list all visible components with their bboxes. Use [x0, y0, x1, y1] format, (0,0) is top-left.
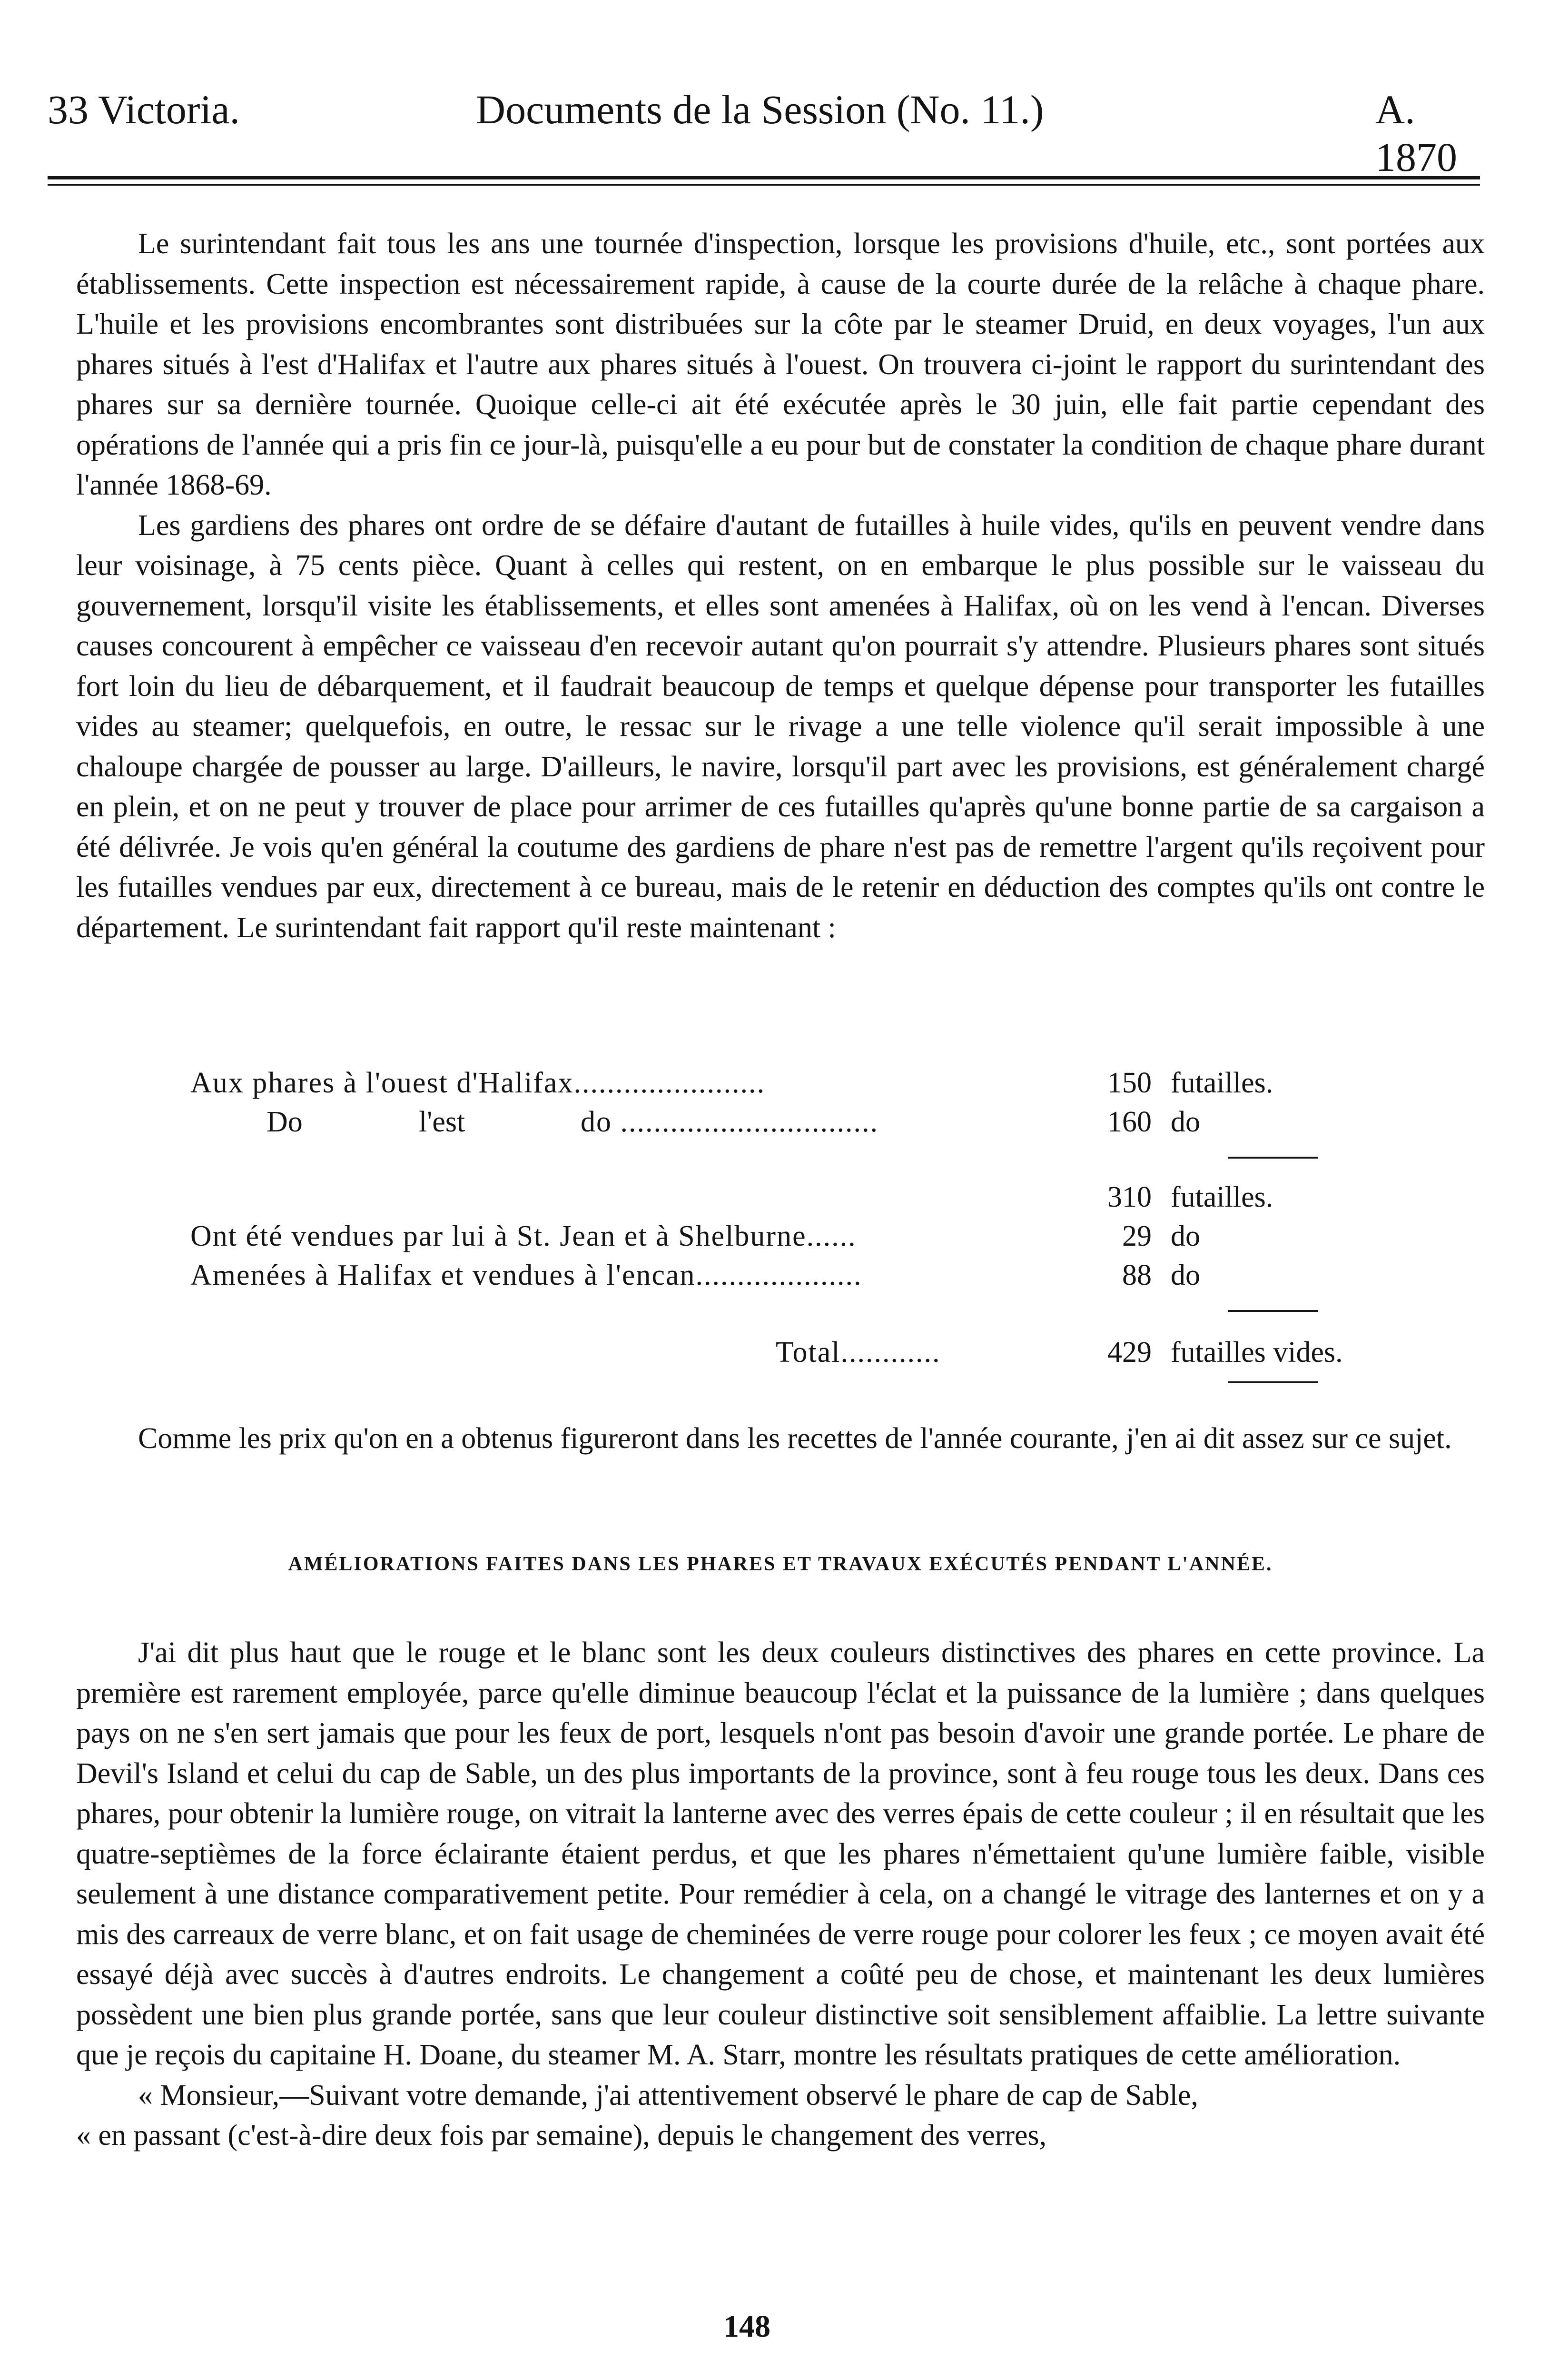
table-row [190, 1220, 1428, 1258]
letter-line-1: « Monsieur,—Suivant votre demande, j'ai attentivement observé le phare de cap de Sable, [138, 2079, 1198, 2112]
total-rule [1228, 1310, 1318, 1312]
row-unit: do [1171, 1106, 1200, 1138]
body-text-middle [76, 1418, 1485, 1459]
row-value: 160 [1107, 1106, 1152, 1138]
section-heading: AMÉLIORATIONS FAITES DANS LES PHARES ET TRAVAUX EXÉCUTÉS PENDANT L'ANNÉE. [288, 1553, 1273, 1575]
paragraph-ameliorations: J'ai dit plus haut que le rouge et le blanc sont les deux couleurs distinctives des phares en cette province. La première est rarement employée, parce qu'elle diminue beaucoup l'éclat et la puissance de la lumière ; dans quelques pays on ne s'en sert jamais que pour les feux de port, lesquels n'ont pas besoin d'avoir une grande portée. Le phare de Devil's Island et celui du cap de Sable, un des plus importants de la province, sont à feu rouge tous les deux. Dans ces phares, pour obtenir la lumière rouge, on vitrait la lanterne avec des verres épais de cette couleur ; il en résultait que les quatre-septièmes de la force éclairante étaient perdus, et que les phares n'émettaient qu'une lumière faible, visible seulement à une distance comparativement petite. Pour remédier à cela, on a changé le vitrage des lanternes et on y a mis des carreaux de verre blanc, et on fait usage de cheminées de verre rouge pour colorer les feux ; ce moyen avait été essayé déjà avec succès à d'autres endroits. Le changement a coûté peu de chose, et maintenant les deux lumières possèdent une bien plus grande portée, sans que leur couleur distinctive soit sensiblement affaiblie. La lettre suivante que je reçois du capitaine H. Doane, du steamer M. A. Starr, montre les résultats pratiques de cette amélioration. [76, 1636, 1485, 2071]
body-text-top [76, 224, 1485, 948]
row-label: Amenées à Halifax et vendues à l'encan.................... [190, 1259, 862, 1291]
letter-line-2: « en passant (c'est-à-dire deux fois par semaine), depuis le changement des verres, [76, 2119, 1047, 2152]
row-value: 88 [1122, 1259, 1152, 1291]
row-label: Total............ [776, 1336, 941, 1368]
running-header [48, 86, 1499, 180]
row-label: Do [266, 1106, 303, 1138]
final-rule [1228, 1381, 1318, 1383]
page-number: 148 [723, 2309, 770, 2344]
row-label-ditto: do ............................... [581, 1106, 878, 1138]
row-value: 429 [1107, 1336, 1152, 1368]
body-text-bottom [76, 1633, 1485, 2156]
row-value: 150 [1107, 1067, 1152, 1099]
row-unit: futailles vides. [1171, 1336, 1343, 1368]
paragraph-prix: Comme les prix qu'on en a obtenus figureront dans les recettes de l'année courante, j'en ai dit assez sur ce sujet. [138, 1422, 1452, 1455]
table-row [190, 1180, 1428, 1219]
table-row [190, 1066, 1428, 1104]
header-year: A. 1870 [1375, 87, 1457, 180]
header-session: 33 Victoria. [48, 87, 240, 132]
header-rule-thin [48, 184, 1480, 186]
row-label-mid: l'est [419, 1106, 465, 1138]
row-unit: do [1171, 1220, 1200, 1252]
row-unit: futailles. [1171, 1181, 1273, 1213]
header-title: Documents de la Session (No. 11.) [476, 87, 1044, 132]
row-label: Aux phares à l'ouest d'Halifax....................... [190, 1067, 765, 1099]
table-row [190, 1259, 1428, 1297]
paragraph-inspection: Le surintendant fait tous les ans une tournée d'inspection, lorsque les provisions d'huile, etc., sont portées aux établissements. Cette inspection est nécessairement rapide, à cause de la courte durée de la relâche à chaque phare. L'huile et les provisions encombrantes sont distribuées sur la côte par le steamer Druid, en deux voyages, l'un aux phares situés à l'est d'Halifax et l'autre aux phares situés à l'ouest. On trouvera ci-joint le rapport du surintendant des phares sur sa dernière tournée. Quoique celle-ci ait été exécutée après le 30 juin, elle fait partie cependant des opérations de l'année qui a pris fin ce jour-là, puisqu'elle a eu pour but de constater la condition de chaque phare durant l'année 1868-69. [76, 228, 1485, 501]
row-unit: do [1171, 1259, 1200, 1291]
table-row [190, 1336, 1428, 1374]
table-row [190, 1105, 1428, 1143]
header-rule-thick [48, 176, 1480, 179]
subtotal-rule [1228, 1157, 1318, 1159]
row-unit: futailles. [1171, 1067, 1273, 1099]
row-value: 310 [1107, 1181, 1152, 1213]
row-value: 29 [1122, 1220, 1152, 1252]
paragraph-futailles: Les gardiens des phares ont ordre de se défaire d'autant de futailles à huile vides, qu'ils en peuvent vendre dans leur voisinage, à 75 cents pièce. Quant à celles qui restent, on en embarque le plus possible sur le vaisseau du gouvernement, lorsqu'il visite les établissements, et elles sont amenées à Halifax, où on les vend à l'encan. Diverses causes concourent à empêcher ce vaisseau d'en recevoir autant qu'on pourrait s'y attendre. Plusieurs phares sont situés fort loin du lieu de débarquement, et il faudrait beaucoup de temps et quelque dépense pour transporter les futailles vides au steamer; quelquefois, en outre, le ressac sur le rivage a une telle violence qu'il serait impossible à une chaloupe chargée de pousser au large. D'ailleurs, le navire, lorsqu'il part avec les provisions, est généralement chargé en plein, et on ne peut y trouver de place pour arrimer de ces futailles qu'après qu'une bonne partie de sa cargaison a été délivrée. Je vois qu'en général la coutume des gardiens de phare n'est pas de remettre l'argent qu'ils reçoivent pour les futailles vendues par eux, directement à ce bureau, mais de le retenir en déduction des comptes qu'ils ont contre le département. Le surintendant fait rapport qu'il reste maintenant : [76, 509, 1485, 944]
row-label: Ont été vendues par lui à St. Jean et à Shelburne...... [190, 1220, 857, 1252]
